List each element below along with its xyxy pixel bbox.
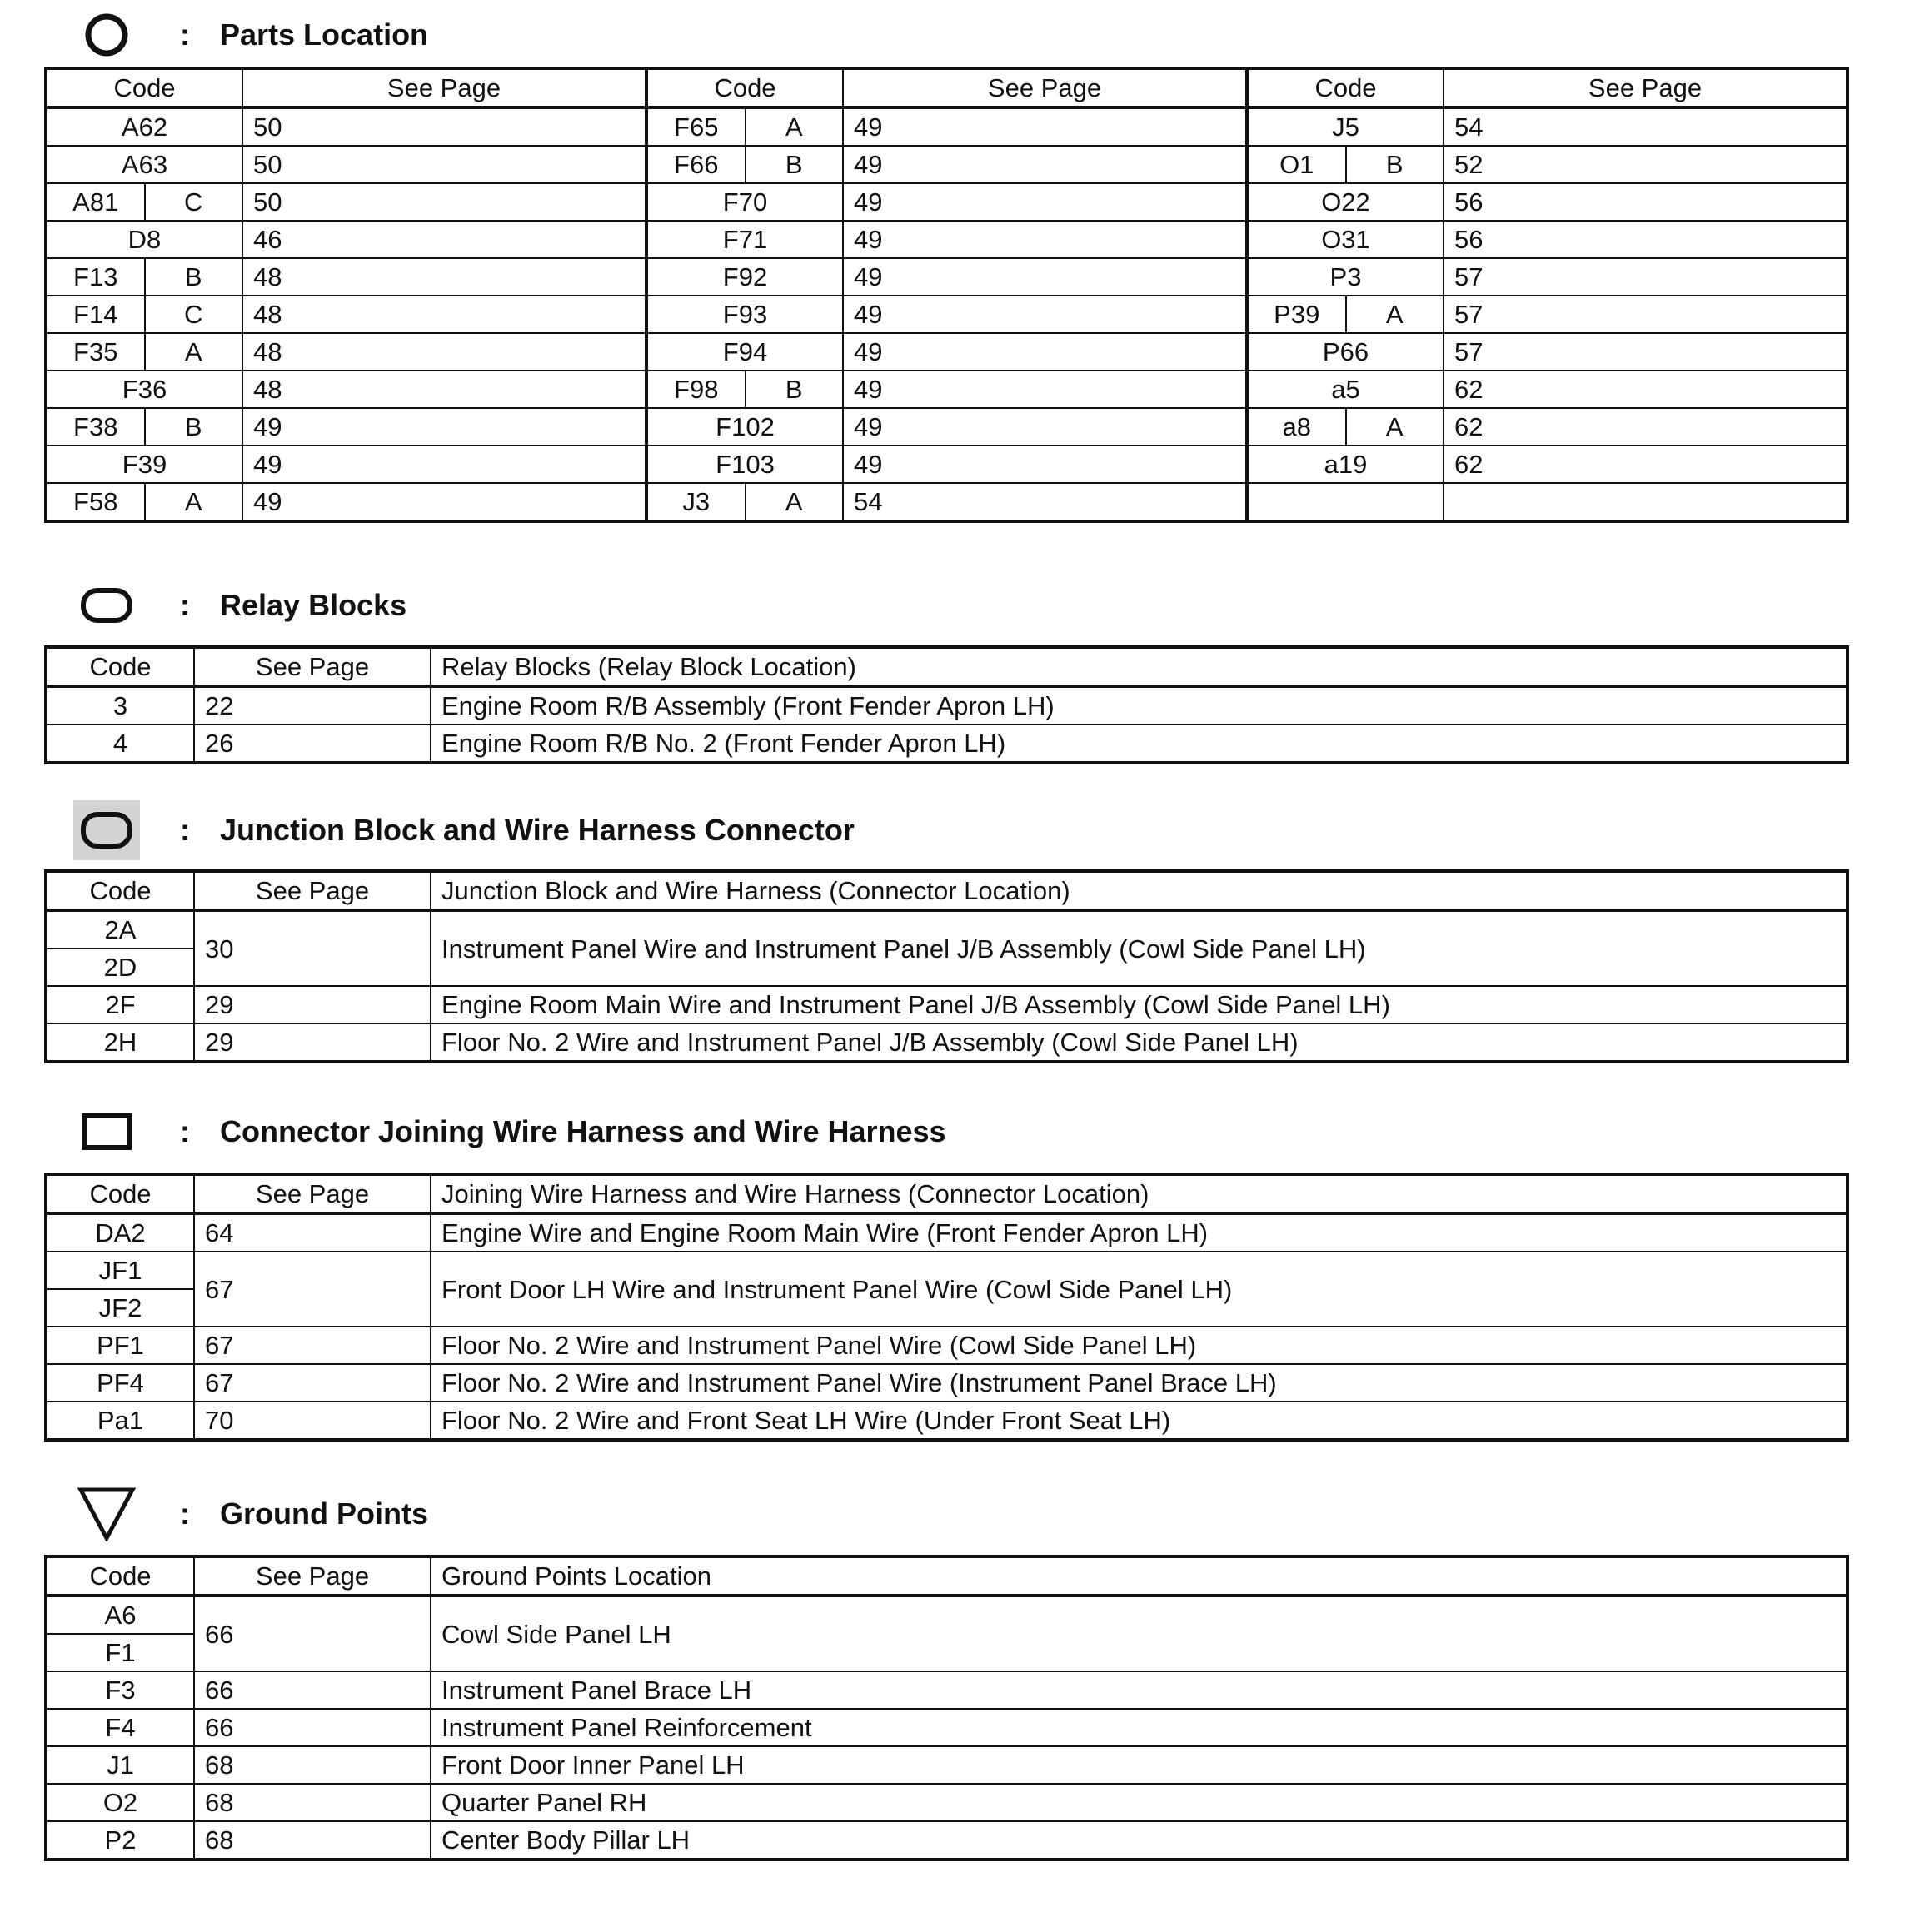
code-value: F66 — [648, 147, 746, 182]
code-cell: P2 — [46, 1821, 194, 1860]
relay-blocks-heading — [73, 572, 406, 639]
circle-icon — [73, 2, 140, 68]
heading-colon: : — [180, 1114, 190, 1148]
code-cell — [646, 371, 843, 408]
parts-location-table — [44, 67, 1849, 523]
table-row — [46, 221, 1848, 258]
code-split — [47, 259, 242, 295]
page-cell: 46 — [242, 221, 646, 258]
code-value: a8 — [1249, 409, 1347, 445]
page-cell: 62 — [1444, 371, 1848, 408]
connector-suffix: A — [1385, 300, 1404, 329]
connector-suffix: A — [1385, 412, 1404, 441]
table-row — [46, 986, 1848, 1023]
code-split — [648, 484, 842, 520]
code-cell: A62 — [46, 107, 242, 146]
location-cell: Floor No. 2 Wire and Front Seat LH Wire (Under Front Seat LH) — [431, 1402, 1848, 1440]
page-cell: 49 — [843, 371, 1247, 408]
location-cell: Front Door LH Wire and Instrument Panel Wire (Cowl Side Panel LH) — [431, 1252, 1848, 1327]
code-cell: P3 — [1247, 258, 1444, 296]
table-row — [46, 333, 1848, 371]
code-cell: JF1 — [46, 1252, 194, 1289]
table-row — [46, 408, 1848, 446]
code-cell: PF1 — [46, 1327, 194, 1364]
table-row — [46, 1364, 1848, 1402]
heading-colon: : — [180, 1496, 190, 1531]
code-cell: F3 — [46, 1671, 194, 1709]
connector-suffix: B — [184, 412, 202, 441]
table-row — [46, 1746, 1848, 1784]
location-cell: Cowl Side Panel LH — [431, 1596, 1848, 1671]
connector-joining-heading — [73, 1098, 946, 1165]
code-value: F65 — [648, 109, 746, 145]
table-row — [46, 1252, 1848, 1289]
code-cell — [646, 107, 843, 146]
heading-colon: : — [180, 813, 190, 847]
page-cell: 66 — [194, 1709, 431, 1746]
inverted-triangle-icon — [73, 1481, 140, 1547]
code-cell: F71 — [646, 221, 843, 258]
column-header: Code — [46, 68, 242, 107]
page-cell: 49 — [242, 446, 646, 483]
relay-blocks-table — [44, 645, 1849, 764]
code-cell: F92 — [646, 258, 843, 296]
location-cell: Front Door Inner Panel LH — [431, 1746, 1848, 1784]
location-cell: Floor No. 2 Wire and Instrument Panel Wire (Cowl Side Panel LH) — [431, 1327, 1848, 1364]
code-value: F38 — [47, 409, 146, 445]
page-cell: 56 — [1444, 183, 1848, 221]
table-row — [46, 258, 1848, 296]
page-cell: 56 — [1444, 221, 1848, 258]
page-cell: 49 — [843, 107, 1247, 146]
column-header: See Page — [843, 68, 1247, 107]
rectangle-icon — [73, 1098, 140, 1165]
table-header-row — [46, 68, 1848, 107]
page-cell: 57 — [1444, 296, 1848, 333]
page-cell: 30 — [194, 910, 431, 986]
column-header: Code — [46, 647, 194, 686]
location-cell: Engine Room R/B No. 2 (Front Fender Apron LH) — [431, 724, 1848, 763]
code-split — [1249, 296, 1443, 332]
code-cell — [1247, 146, 1444, 183]
table-row — [46, 1213, 1848, 1252]
connector-suffix: A — [184, 487, 202, 516]
table-row — [46, 1671, 1848, 1709]
page-cell: 62 — [1444, 446, 1848, 483]
code-split — [47, 334, 242, 370]
code-cell — [1247, 483, 1444, 521]
location-cell: Instrument Panel Brace LH — [431, 1671, 1848, 1709]
page-cell: 48 — [242, 258, 646, 296]
page-cell: 67 — [194, 1327, 431, 1364]
column-header: See Page — [194, 647, 431, 686]
column-header: Junction Block and Wire Harness (Connector Location) — [431, 871, 1848, 910]
location-cell: Instrument Panel Wire and Instrument Panel J/B Assembly (Cowl Side Panel LH) — [431, 910, 1848, 986]
connector-suffix: B — [1385, 150, 1404, 179]
code-cell — [46, 408, 242, 446]
section-title: Ground Points — [220, 1496, 428, 1531]
heading-colon: : — [180, 17, 190, 52]
page-cell: 26 — [194, 724, 431, 763]
section-title: Parts Location — [220, 17, 429, 52]
page-cell: 48 — [242, 296, 646, 333]
code-cell: 2A — [46, 910, 194, 949]
code-cell — [1247, 296, 1444, 333]
code-cell: O2 — [46, 1784, 194, 1821]
section-title: Connector Joining Wire Harness and Wire Harness — [220, 1114, 946, 1148]
code-cell: O22 — [1247, 183, 1444, 221]
code-split — [648, 109, 842, 145]
code-cell: P66 — [1247, 333, 1444, 371]
page-cell: 66 — [194, 1596, 431, 1671]
code-split — [47, 484, 242, 520]
table-row — [46, 1023, 1848, 1062]
location-cell: Quarter Panel RH — [431, 1784, 1848, 1821]
location-cell: Engine Room Main Wire and Instrument Panel J/B Assembly (Cowl Side Panel LH) — [431, 986, 1848, 1023]
code-cell: Pa1 — [46, 1402, 194, 1440]
code-value: F13 — [47, 259, 146, 295]
page-cell: 50 — [242, 107, 646, 146]
code-split — [47, 184, 242, 220]
table-row — [46, 371, 1848, 408]
location-cell: Center Body Pillar LH — [431, 1821, 1848, 1860]
page-cell: 50 — [242, 183, 646, 221]
page-cell: 67 — [194, 1252, 431, 1327]
page-cell: 68 — [194, 1821, 431, 1860]
page-cell: 48 — [242, 333, 646, 371]
code-cell: 2H — [46, 1023, 194, 1062]
column-header: Code — [46, 1174, 194, 1213]
page-cell: 49 — [242, 408, 646, 446]
table-header-row — [46, 1174, 1848, 1213]
location-cell: Floor No. 2 Wire and Instrument Panel J/B Assembly (Cowl Side Panel LH) — [431, 1023, 1848, 1062]
column-header: See Page — [1444, 68, 1848, 107]
code-split — [1249, 147, 1443, 182]
column-header: Code — [1247, 68, 1444, 107]
column-header: Code — [46, 871, 194, 910]
code-cell: 3 — [46, 686, 194, 724]
location-cell: Engine Wire and Engine Room Main Wire (Front Fender Apron LH) — [431, 1213, 1848, 1252]
shaded-rounded-rectangle-icon — [73, 797, 140, 864]
connector-suffix: C — [184, 187, 203, 217]
connector-suffix: C — [184, 300, 203, 329]
code-cell: J5 — [1247, 107, 1444, 146]
table-row — [46, 446, 1848, 483]
code-cell: F1 — [46, 1634, 194, 1671]
connector-suffix: B — [184, 262, 202, 291]
table-header-row — [46, 647, 1848, 686]
code-split — [47, 296, 242, 332]
code-value: A81 — [47, 184, 146, 220]
column-header: Code — [646, 68, 843, 107]
table-row — [46, 107, 1848, 146]
location-cell: Instrument Panel Reinforcement — [431, 1709, 1848, 1746]
connector-suffix: A — [785, 112, 803, 142]
code-cell — [1247, 408, 1444, 446]
table-header-row — [46, 871, 1848, 910]
table-row — [46, 724, 1848, 763]
ground-points-heading — [73, 1481, 428, 1547]
table-row — [46, 1784, 1848, 1821]
page-cell: 49 — [843, 183, 1247, 221]
page-cell: 49 — [843, 221, 1247, 258]
junction-block-table — [44, 869, 1849, 1063]
page-cell: 68 — [194, 1746, 431, 1784]
code-cell — [46, 333, 242, 371]
connector-suffix: B — [785, 375, 803, 404]
code-cell: a19 — [1247, 446, 1444, 483]
table-header-row — [46, 1556, 1848, 1596]
code-cell: 4 — [46, 724, 194, 763]
column-header: See Page — [194, 1556, 431, 1596]
connector-suffix: A — [785, 487, 803, 516]
parts-location-heading — [73, 2, 428, 68]
code-value: F35 — [47, 334, 146, 370]
column-header: See Page — [242, 68, 646, 107]
section-title: Junction Block and Wire Harness Connector — [220, 813, 855, 847]
page-cell: 64 — [194, 1213, 431, 1252]
column-header: Relay Blocks (Relay Block Location) — [431, 647, 1848, 686]
page-cell: 66 — [194, 1671, 431, 1709]
page-cell — [1444, 483, 1848, 521]
code-cell: A63 — [46, 146, 242, 183]
column-header: Code — [46, 1556, 194, 1596]
location-cell: Engine Room R/B Assembly (Front Fender Apron LH) — [431, 686, 1848, 724]
code-cell: 2F — [46, 986, 194, 1023]
column-header: Joining Wire Harness and Wire Harness (Connector Location) — [431, 1174, 1848, 1213]
page-cell: 52 — [1444, 146, 1848, 183]
code-cell: JF2 — [46, 1289, 194, 1327]
junction-block-heading — [73, 797, 855, 864]
page-cell: 49 — [843, 296, 1247, 333]
code-cell — [646, 483, 843, 521]
code-cell — [46, 296, 242, 333]
page-cell: 50 — [242, 146, 646, 183]
code-cell: F103 — [646, 446, 843, 483]
connector-suffix: B — [785, 150, 803, 179]
code-cell — [46, 483, 242, 521]
page-cell: 54 — [843, 483, 1247, 521]
code-cell — [46, 258, 242, 296]
page-cell: 49 — [843, 333, 1247, 371]
page-cell: 48 — [242, 371, 646, 408]
page-cell: 29 — [194, 1023, 431, 1062]
page-cell: 67 — [194, 1364, 431, 1402]
table-row — [46, 1596, 1848, 1634]
code-value: F58 — [47, 484, 146, 520]
code-split — [648, 147, 842, 182]
code-cell: 2D — [46, 949, 194, 986]
code-cell — [46, 183, 242, 221]
page-cell: 22 — [194, 686, 431, 724]
ground-points-table — [44, 1555, 1849, 1861]
table-row — [46, 1327, 1848, 1364]
page-cell: 70 — [194, 1402, 431, 1440]
column-header: See Page — [194, 871, 431, 910]
code-cell: F94 — [646, 333, 843, 371]
connector-joining-table — [44, 1173, 1849, 1442]
table-row — [46, 146, 1848, 183]
table-row — [46, 1402, 1848, 1440]
code-cell: PF4 — [46, 1364, 194, 1402]
column-header: See Page — [194, 1174, 431, 1213]
code-cell: F39 — [46, 446, 242, 483]
code-cell: F36 — [46, 371, 242, 408]
page-cell: 62 — [1444, 408, 1848, 446]
section-title: Relay Blocks — [220, 588, 407, 622]
code-value: O1 — [1249, 147, 1347, 182]
code-split — [648, 371, 842, 407]
page-cell: 68 — [194, 1784, 431, 1821]
code-cell: F70 — [646, 183, 843, 221]
column-header: Ground Points Location — [431, 1556, 1848, 1596]
code-cell — [646, 146, 843, 183]
page-cell: 29 — [194, 986, 431, 1023]
table-row — [46, 483, 1848, 521]
code-cell: J1 — [46, 1746, 194, 1784]
table-row — [46, 183, 1848, 221]
code-split — [1249, 409, 1443, 445]
code-cell: D8 — [46, 221, 242, 258]
code-value: F98 — [648, 371, 746, 407]
page-cell: 57 — [1444, 258, 1848, 296]
table-row — [46, 1821, 1848, 1860]
page-cell: 49 — [843, 408, 1247, 446]
heading-colon: : — [180, 588, 190, 622]
code-cell: O31 — [1247, 221, 1444, 258]
page-cell: 49 — [843, 146, 1247, 183]
code-split — [47, 409, 242, 445]
code-cell: a5 — [1247, 371, 1444, 408]
table-row — [46, 296, 1848, 333]
page-cell: 57 — [1444, 333, 1848, 371]
code-cell: F102 — [646, 408, 843, 446]
page-cell: 49 — [843, 258, 1247, 296]
code-value: F14 — [47, 296, 146, 332]
page-cell: 49 — [242, 483, 646, 521]
table-row — [46, 910, 1848, 949]
table-row — [46, 1709, 1848, 1746]
code-cell: DA2 — [46, 1213, 194, 1252]
code-value: P39 — [1249, 296, 1347, 332]
code-value: J3 — [648, 484, 746, 520]
connector-suffix: A — [184, 337, 202, 366]
rounded-rectangle-icon — [73, 572, 140, 639]
page-cell: 49 — [843, 446, 1247, 483]
code-cell: F93 — [646, 296, 843, 333]
page-cell: 54 — [1444, 107, 1848, 146]
location-cell: Floor No. 2 Wire and Instrument Panel Wire (Instrument Panel Brace LH) — [431, 1364, 1848, 1402]
table-row — [46, 686, 1848, 724]
code-cell: F4 — [46, 1709, 194, 1746]
code-cell: A6 — [46, 1596, 194, 1634]
